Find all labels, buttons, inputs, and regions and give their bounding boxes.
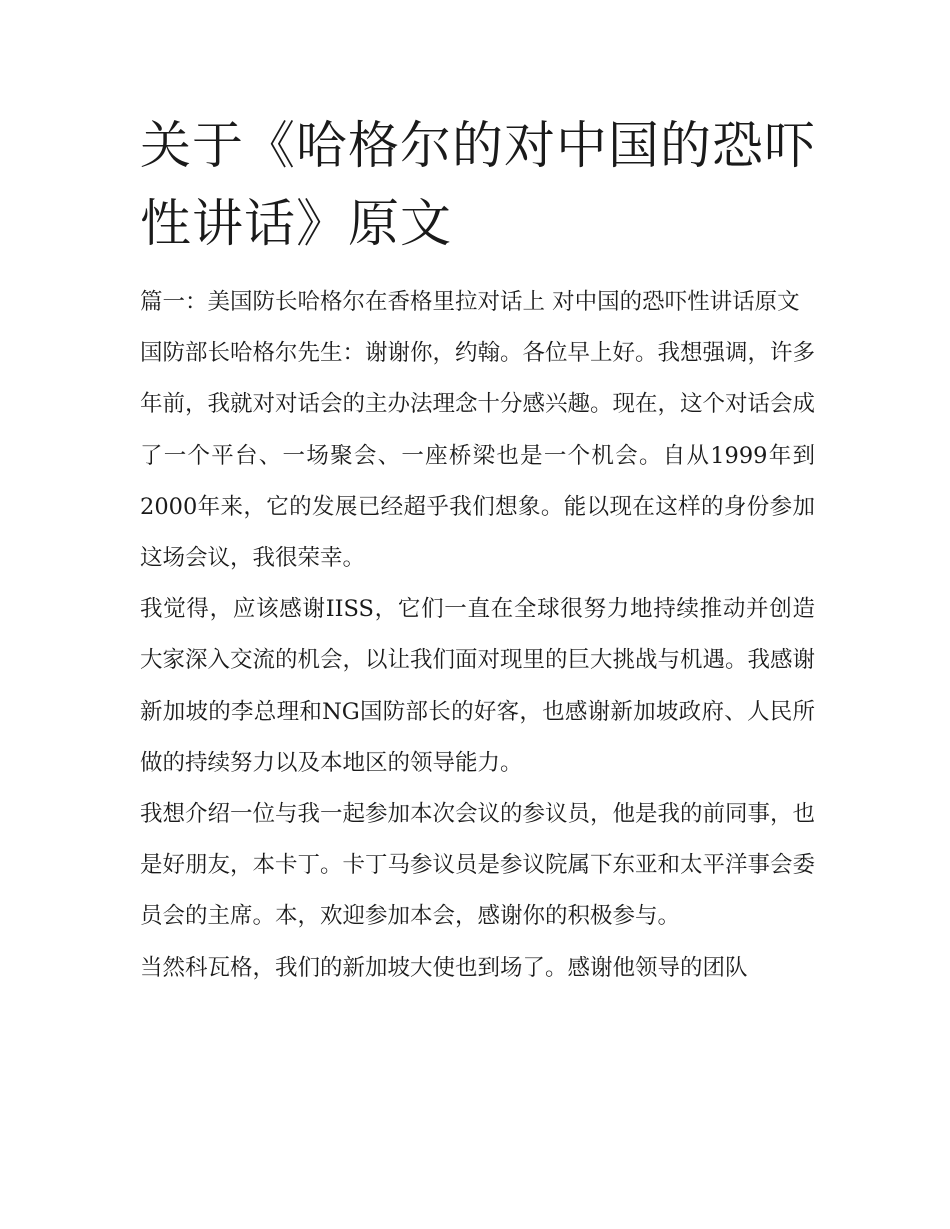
document-title: 关于《哈格尔的对中国的恐吓性讲话》原文 [140,117,817,254]
paragraph-subtitle: 篇一：美国防长哈格尔在香格里拉对话上 对中国的恐吓性讲话原文 [140,289,800,315]
paragraph: 国防部长哈格尔先生：谢谢你，约翰。各位早上好。我想强调，许多年前，我就对对话会的主办法理念十分感兴趣。现在，这个对话会成了一个平台、一场聚会、一座桥梁也是一个机会。自从1999年到2000年来，它的发展已经超乎我们想象。能以现在这样的身份参加这场会议，我很荣幸。 [140,340,816,572]
paragraph: 我觉得，应该感谢IISS，它们一直在全球很努力地持续推动并创造大家深入交流的机会，以让我们面对现里的巨大挑战与机遇。我感谢新加坡的李总理和NG国防部长的好客，也感谢新加坡政府、人民所做的持续努力以及本地区的领导能力。 [140,596,816,776]
document-body [140,277,815,994]
paragraph: 我想介绍一位与我一起参加本次会议的参议员，他是我的前同事，也是好朋友，本卡丁。卡丁马参议员是参议院属下东亚和太平洋事会委员会的主席。本，欢迎参加本会，感谢你的积极参与。 [140,801,816,930]
paragraph: 当然科瓦格，我们的新加坡大使也到场了。感谢他领导的团队 [140,954,748,981]
